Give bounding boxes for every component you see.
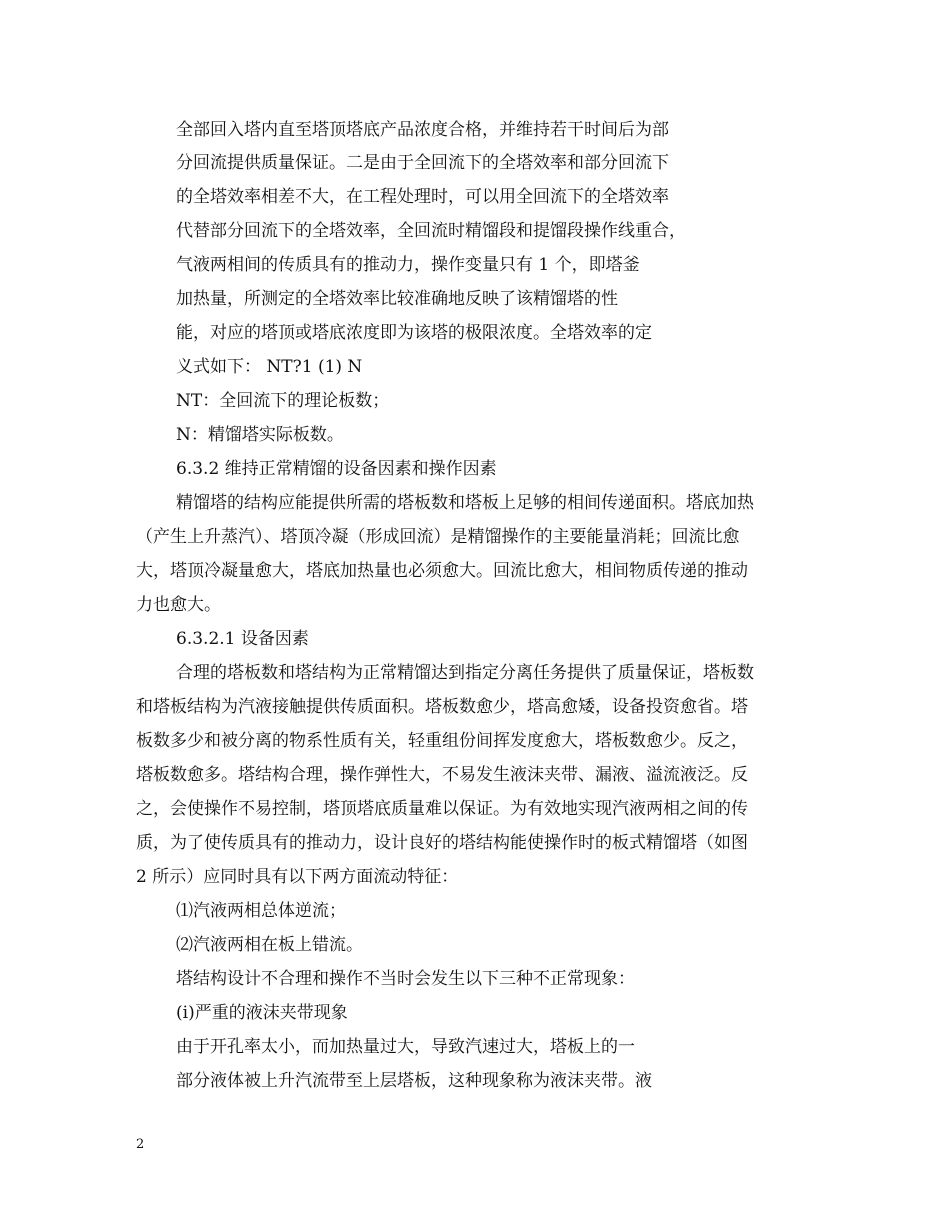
text-line: 部分液体被上升汽流带至上层塔板，这种现象称为液沫夹带。液 [176, 1071, 652, 1091]
definition-line: N：精馏塔实际板数。 [176, 425, 344, 445]
text-line: 塔板数愈多。塔结构合理，操作弹性大，不易发生液沫夹带、漏液、溢流液泛。反 [136, 765, 748, 785]
text-line: 加热量，所测定的全塔效率比较准确地反映了该精馏塔的性 [176, 289, 618, 309]
text-line: 塔结构设计不合理和操作不当时会发生以下三种不正常现象： [176, 969, 635, 989]
section-heading: 6.3.2 维持正常精馏的设备因素和操作因素 [176, 459, 497, 479]
text-line: 分回流提供质量保证。二是由于全回流下的全塔效率和部分回流下 [176, 153, 669, 173]
text-line: 力也愈大。 [136, 595, 221, 615]
text-line: 精馏塔的结构应能提供所需的塔板数和塔板上足够的相间传递面积。塔底加热 [176, 493, 754, 513]
item-heading: (i)严重的液沫夹带现象 [176, 1003, 348, 1023]
text-line: 和塔板结构为汽液接触提供传质面积。塔板数愈少，塔高愈矮，设备投资愈省。塔 [136, 697, 748, 717]
text-line: 合理的塔板数和塔结构为正常精馏达到指定分离任务提供了质量保证，塔板数 [176, 663, 754, 683]
text-line: 全部回入塔内直至塔顶塔底产品浓度合格，并维持若干时间后为部 [176, 120, 669, 140]
text-line: 之，会使操作不易控制，塔顶塔底质量难以保证。为有效地实现汽液两相之间的传 [136, 799, 748, 819]
text-line: （产生上升蒸汽）、塔顶冷凝（形成回流）是精馏操作的主要能量消耗；回流比愈 [136, 527, 740, 547]
formula-line: 义式如下： NT?1 (1) N [176, 357, 363, 377]
text-line: 板数多少和被分离的物系性质有关，轻重组份间挥发度愈大，塔板数愈少。反之， [136, 731, 748, 751]
text-line: 大，塔顶冷凝量愈大，塔底加热量也必须愈大。回流比愈大，相间物质传递的推动 [136, 561, 748, 581]
subsection-heading: 6.3.2.1 设备因素 [176, 629, 309, 649]
text-line: 代替部分回流下的全塔效率，全回流时精馏段和提馏段操作线重合， [176, 221, 686, 241]
text-line: 2 所示）应同时具有以下两方面流动特征： [136, 867, 459, 887]
list-item: ⑴汽液两相总体逆流； [176, 901, 346, 921]
text-line: 由于开孔率太小，而加热量过大，导致汽速过大，塔板上的一 [176, 1037, 635, 1057]
text-line: 质，为了使传质具有的推动力，设计良好的塔结构能使操作时的板式精馏塔（如图 [136, 833, 748, 853]
page-number: 2 [136, 1137, 145, 1152]
text-line: 的全塔效率相差不大，在工程处理时，可以用全回流下的全塔效率 [176, 187, 669, 207]
text-line: 能，对应的塔顶或塔底浓度即为该塔的极限浓度。全塔效率的定 [176, 323, 652, 343]
list-item: ⑵汽液两相在板上错流。 [176, 935, 363, 955]
text-line: 气液两相间的传质具有的推动力，操作变量只有 1 个，即塔釜 [176, 255, 640, 275]
definition-line: NT：全回流下的理论板数； [176, 391, 390, 411]
